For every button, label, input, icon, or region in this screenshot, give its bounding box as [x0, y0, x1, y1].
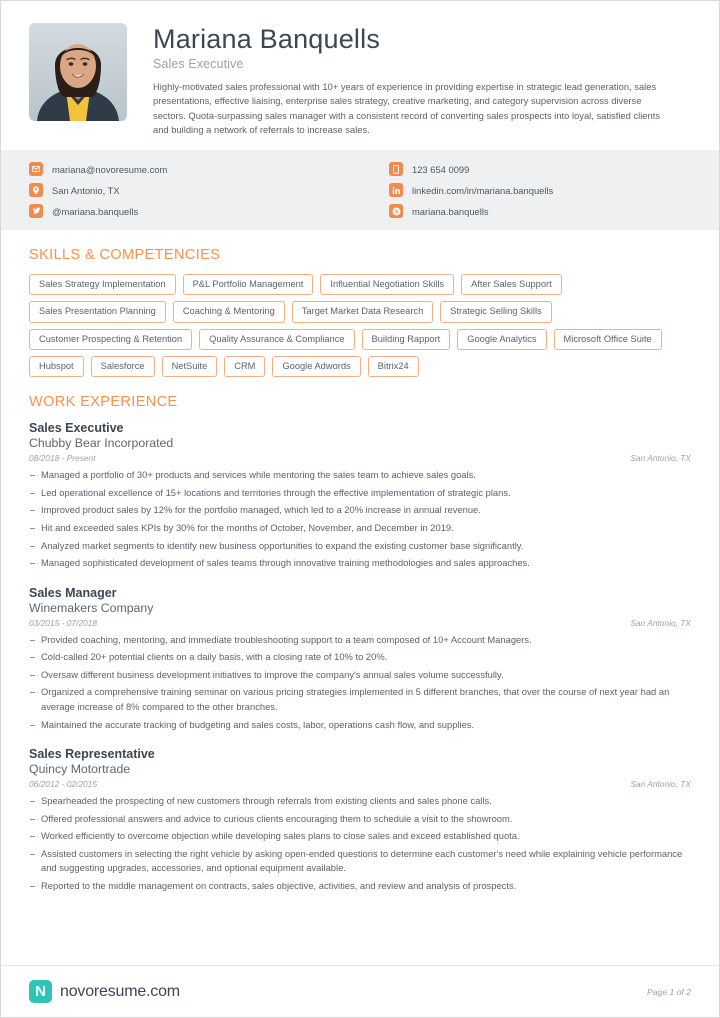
skill-tag: Customer Prospecting & Retention	[29, 329, 192, 350]
job-bullet: Worked efficiently to overcome objection while developing sales plans to close sales and exceed established quota.	[29, 829, 691, 844]
location-pin-icon	[29, 183, 43, 197]
skype-icon	[389, 204, 403, 218]
job-bullet: Managed sophisticated development of sales teams through innovative training methodologies and sales approaches.	[29, 556, 691, 571]
skill-tag: Coaching & Mentoring	[173, 301, 285, 322]
job-bullet: Reported to the middle management on contracts, sales objective, activities, and review and analysis of prospects.	[29, 879, 691, 894]
skill-tag: Influential Negotiation Skills	[320, 274, 454, 295]
contact-twitter-value: @mariana.banquells	[52, 205, 139, 217]
contact-location	[29, 183, 331, 197]
contact-phone-value: 123 654 0099	[412, 163, 470, 175]
contact-skype[interactable]	[389, 204, 691, 218]
svg-text:S: S	[394, 208, 398, 215]
job-location: San Antonio, TX	[630, 779, 691, 790]
contact-email-value: mariana@novoresume.com	[52, 163, 168, 175]
job-meta	[29, 618, 691, 628]
skill-tag: CRM	[224, 356, 265, 377]
skill-tag: Target Market Data Research	[292, 301, 433, 322]
skill-tag: P&L Portfolio Management	[183, 274, 314, 295]
job-bullet: Oversaw different business development initiatives to improve the company's annual sales volume successfully.	[29, 668, 691, 683]
skill-tag: Bitrix24	[368, 356, 419, 377]
contact-phone	[389, 162, 691, 176]
header-text-block	[127, 23, 691, 138]
job-location: San Antonio, TX	[630, 453, 691, 464]
job-meta	[29, 453, 691, 463]
contact-location-value: San Antonio, TX	[52, 184, 120, 196]
novoresume-logo-icon: N	[29, 980, 52, 1003]
contact-column-right	[331, 162, 691, 218]
skills-section	[1, 247, 719, 377]
job-bullet: Offered professional answers and advice to curious clients encouraging them to schedule a visit to the showroom.	[29, 812, 691, 827]
job-bullet: Assisted customers in selecting the right vehicle by asking open-ended questions to determine each customer's need while explaining vehicle performance and suggesting upgrades, accessories, and optional equipment available.	[29, 847, 691, 876]
skill-tag: Microsoft Office Suite	[554, 329, 662, 350]
job-location: San Antonio, TX	[630, 617, 691, 628]
contact-column-left	[29, 162, 331, 218]
skill-tag: Strategic Selling Skills	[440, 301, 551, 322]
skill-tag: Quality Assurance & Compliance	[199, 329, 354, 350]
skill-tag: Sales Presentation Planning	[29, 301, 166, 322]
experience-section-title: WORK EXPERIENCE	[29, 394, 178, 411]
skill-tag: Building Rapport	[362, 329, 451, 350]
phone-icon	[389, 162, 403, 176]
job-bullet: Improved product sales by 12% for the portfolio managed, which led to a 20% increase in annual revenue.	[29, 503, 691, 518]
job-bullet: Analyzed market segments to identify new business opportunities to expand the existing customer base significantly.	[29, 539, 691, 554]
job-bullet: Maintained the accurate tracking of budgeting and sales costs, labor, operations cash flow, and supplies.	[29, 718, 691, 733]
brand-name: novoresume.com	[60, 982, 180, 1000]
experience-entry	[29, 586, 691, 732]
brand-logo[interactable]	[29, 980, 180, 1003]
experience-entry	[29, 747, 691, 893]
page-footer	[1, 965, 719, 1017]
twitter-icon	[29, 204, 43, 218]
job-meta	[29, 779, 691, 789]
skill-tag: Google Analytics	[457, 329, 546, 350]
job-role: Sales Manager	[29, 585, 117, 600]
skills-list	[29, 274, 691, 377]
skill-tag: Sales Strategy Implementation	[29, 274, 176, 295]
job-bullets	[29, 468, 691, 570]
professional-summary: Highly-motivated sales professional with 10+ years of experience in providing expertise in strategic lead generation, sales presentations, effective liaising, enterprise sales strategy, creative marketing, and category supervision across diverse sectors. Quota-surpassing sales manager with a consistent record of converting sales prospects into loyal, satisfied clients and building a network of referrals to increase sales.	[153, 80, 661, 136]
job-title: Sales Executive	[153, 56, 244, 71]
skill-tag: Google Adwords	[272, 356, 360, 377]
skill-tag: NetSuite	[162, 356, 218, 377]
job-bullet: Hit and exceeded sales KPIs by 30% for the months of October, November, and December in 2019.	[29, 521, 691, 536]
job-bullet: Led operational excellence of 15+ locations and territories through the effective implementation of strategic plans.	[29, 486, 691, 501]
page-number: Page 1 of 2	[647, 986, 691, 997]
avatar-photo	[29, 23, 127, 121]
page-title: Mariana Banquells	[153, 24, 381, 54]
job-bullet: Organized a comprehensive training seminar on various pricing strategies implemented in 5 different branches, that over the course of next year had an average increase of 8% compared to the other branches.	[29, 685, 691, 714]
contact-linkedin-value: linkedin.com/in/mariana.banquells	[412, 184, 554, 196]
job-dates: 03/2015 - 07/2018	[29, 617, 97, 628]
job-role: Sales Representative	[29, 747, 155, 762]
avatar	[29, 23, 127, 121]
resume-header	[1, 1, 719, 150]
contact-twitter[interactable]	[29, 204, 331, 218]
skill-tag: Hubspot	[29, 356, 84, 377]
contact-skype-value: mariana.banquells	[412, 205, 489, 217]
job-bullet: Managed a portfolio of 30+ products and services while mentoring the sales team to achieve sales goals.	[29, 468, 691, 483]
skill-tag: Salesforce	[91, 356, 155, 377]
job-company: Chubby Bear Incorporated	[29, 436, 174, 451]
job-bullet: Provided coaching, mentoring, and immediate troubleshooting support to a team composed of 10+ Account Managers.	[29, 633, 691, 648]
job-bullets	[29, 633, 691, 732]
contact-linkedin[interactable]	[389, 183, 691, 197]
job-role: Sales Executive	[29, 421, 124, 436]
skills-section-title: SKILLS & COMPETENCIES	[29, 247, 221, 263]
experience-entry	[29, 421, 691, 570]
contact-email[interactable]	[29, 162, 331, 176]
job-dates: 06/2012 - 02/2015	[29, 779, 97, 790]
email-icon	[29, 162, 43, 176]
job-bullet: Spearheaded the prospecting of new customers through referrals from existing clients and sales phone calls.	[29, 794, 691, 809]
linkedin-icon	[389, 183, 403, 197]
job-company: Quincy Motortrade	[29, 762, 131, 777]
job-company: Winemakers Company	[29, 600, 154, 615]
work-experience-section	[1, 394, 719, 893]
job-bullet: Cold-called 20+ potential clients on a daily basis, with a closing rate of 10% to 20%.	[29, 650, 691, 665]
contact-bar	[1, 150, 719, 230]
job-dates: 08/2018 - Present	[29, 453, 96, 464]
job-bullets	[29, 794, 691, 893]
skill-tag: After Sales Support	[461, 274, 562, 295]
